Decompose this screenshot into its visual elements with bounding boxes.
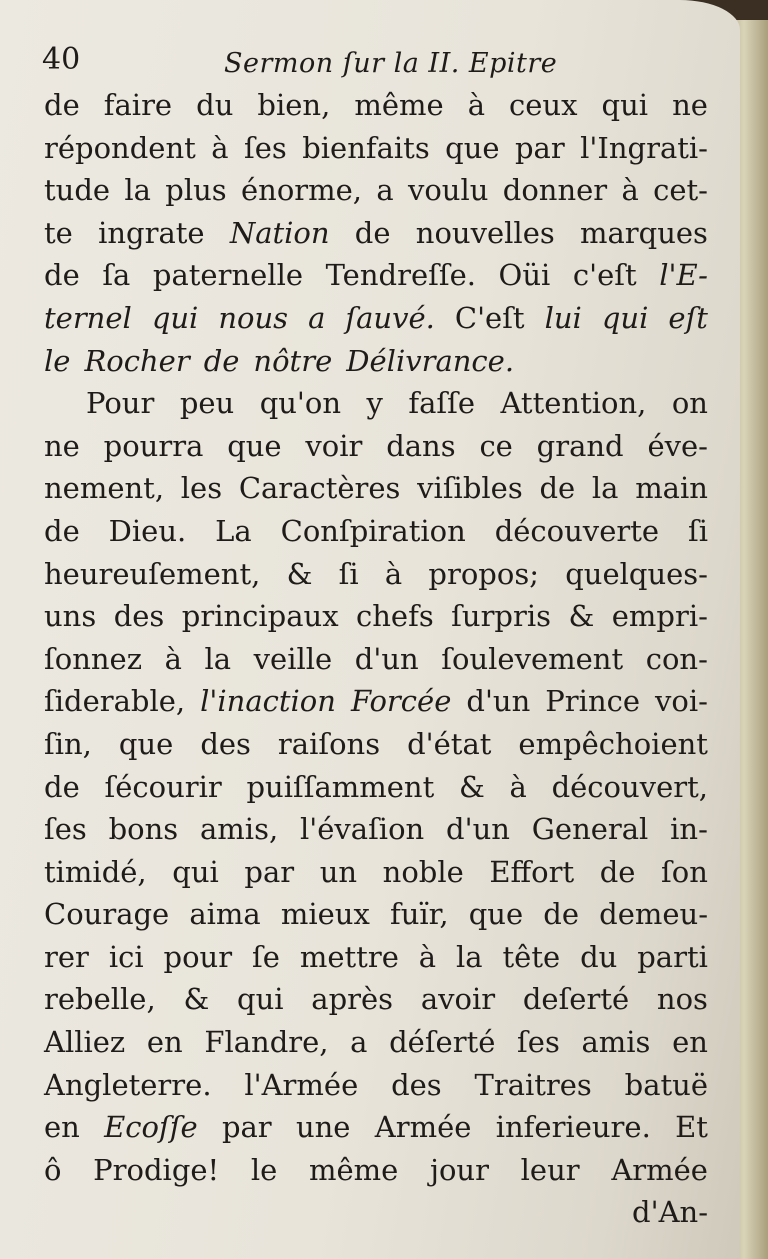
word: amis xyxy=(581,1025,651,1060)
word: aima xyxy=(189,897,261,932)
word: d'un xyxy=(354,641,419,676)
word: ici xyxy=(108,939,144,974)
word: la xyxy=(204,641,232,676)
word: viſibles xyxy=(417,471,523,506)
word: ne xyxy=(672,88,708,122)
word: que xyxy=(118,726,174,761)
text-line xyxy=(44,1021,708,1064)
word: de xyxy=(44,513,80,548)
text-line xyxy=(44,127,708,170)
word: nouvelles xyxy=(415,215,555,250)
text-line xyxy=(44,723,708,766)
word: demeu- xyxy=(599,897,708,932)
text-line xyxy=(44,1064,708,1107)
word: fuïr, xyxy=(389,897,449,932)
word: Dieu. xyxy=(108,513,187,548)
word: propos; xyxy=(428,556,539,591)
text-line xyxy=(44,936,708,979)
word: l'évaſion xyxy=(299,812,425,847)
word: répondent xyxy=(44,130,196,165)
text-line xyxy=(44,978,708,1021)
word: a xyxy=(376,173,394,208)
word: que xyxy=(468,897,524,932)
word: un xyxy=(319,854,358,889)
word: Prodige! xyxy=(93,1152,220,1187)
word: ſin, xyxy=(44,726,92,761)
word: ſa xyxy=(102,258,131,293)
word: l'inaction xyxy=(200,684,336,719)
word: ſoulevement xyxy=(441,641,624,676)
word: grand xyxy=(536,428,624,463)
text-line xyxy=(44,169,708,212)
word: on xyxy=(671,386,708,421)
word: empêchoient xyxy=(518,726,708,761)
word: principaux xyxy=(181,599,339,634)
text-line xyxy=(44,84,708,127)
word: peu xyxy=(179,386,235,421)
word: eſt xyxy=(668,300,708,335)
word: Caractères xyxy=(238,471,401,506)
word: Alliez xyxy=(44,1025,126,1060)
word: faſſe xyxy=(408,386,476,421)
word: deſerté xyxy=(522,982,630,1017)
word: la xyxy=(124,173,151,208)
word: mettre xyxy=(299,939,399,974)
word: d'An- xyxy=(632,1195,708,1230)
word: l'Ingrati- xyxy=(580,130,708,165)
text-line xyxy=(44,467,708,510)
word: ſi xyxy=(338,556,359,591)
text-line xyxy=(44,893,708,936)
text-line xyxy=(44,851,708,894)
word: General xyxy=(531,812,649,847)
sermon-text xyxy=(44,84,708,1234)
word: la xyxy=(591,471,619,506)
word: donner xyxy=(502,173,608,208)
word: Effort xyxy=(489,854,575,889)
word: qui xyxy=(151,300,199,335)
word: en xyxy=(146,1025,183,1060)
word: jour xyxy=(429,1152,489,1187)
word: & xyxy=(183,982,210,1017)
word: Forcée xyxy=(350,684,452,719)
word: con- xyxy=(645,641,708,676)
word: découvert, xyxy=(551,769,708,804)
word: à xyxy=(418,939,437,974)
word: le xyxy=(44,343,71,378)
word: ſes xyxy=(44,812,87,847)
word: bons xyxy=(108,812,179,847)
word: Nation xyxy=(229,215,330,250)
word: ne xyxy=(44,428,80,463)
word: leur xyxy=(520,1152,580,1187)
word: ſiderable, xyxy=(44,684,186,719)
page-number: 40 xyxy=(42,42,81,77)
word: ſi xyxy=(687,513,708,548)
word: de xyxy=(543,897,579,932)
word: nos xyxy=(656,982,708,1017)
word: ceux xyxy=(509,88,578,122)
word: qui xyxy=(172,854,219,889)
word: ce xyxy=(479,428,513,463)
word: des xyxy=(113,599,165,634)
page-header xyxy=(42,40,682,90)
word: ſes xyxy=(243,130,287,165)
word: tête xyxy=(502,939,561,974)
word: ſon xyxy=(661,854,708,889)
word: Pour xyxy=(86,386,155,421)
word: Tendreſſe. xyxy=(325,258,476,293)
text-line xyxy=(44,510,708,553)
word: ternel xyxy=(44,300,132,335)
word: ſonnez xyxy=(44,641,142,676)
word: que xyxy=(227,428,282,463)
word: la xyxy=(456,939,483,974)
word: veille xyxy=(253,641,333,676)
catchword xyxy=(44,1191,708,1234)
word: tude xyxy=(44,173,111,208)
text-line xyxy=(44,340,708,383)
word: Délivrance. xyxy=(346,343,515,378)
word: a xyxy=(350,1025,368,1060)
word: c'eſt xyxy=(572,258,637,293)
word: parti xyxy=(637,939,708,974)
text-line xyxy=(44,382,708,425)
word: de xyxy=(599,854,636,889)
word: puiſſamment xyxy=(246,769,435,804)
word: énorme, xyxy=(240,173,363,208)
word: d'un xyxy=(446,812,510,847)
word: ſauvé. xyxy=(345,300,435,335)
text-line xyxy=(44,297,708,340)
word: Ecoſſe xyxy=(104,1110,198,1145)
word: Rocher xyxy=(84,343,190,378)
text-line xyxy=(44,1149,708,1192)
text-line xyxy=(44,1106,708,1149)
word: l'Armée xyxy=(244,1067,359,1102)
text-line xyxy=(44,766,708,809)
word: à xyxy=(621,173,639,208)
word: qui xyxy=(237,982,284,1017)
word: du xyxy=(196,88,234,122)
word: d'état xyxy=(407,726,492,761)
word: à xyxy=(467,88,485,122)
word: rer xyxy=(44,939,89,974)
word: Oüi xyxy=(498,258,551,293)
word: de xyxy=(539,471,576,506)
word: déſerté xyxy=(389,1025,496,1060)
word: lui xyxy=(544,300,582,335)
word: Armée xyxy=(374,1110,472,1145)
word: ſes xyxy=(517,1025,560,1060)
word: chefs xyxy=(356,599,434,634)
word: de xyxy=(44,769,80,804)
text-line xyxy=(44,638,708,681)
word: à xyxy=(509,769,527,804)
word: amis, xyxy=(200,812,279,847)
word: pour xyxy=(163,939,233,974)
word: voir xyxy=(305,428,363,463)
word: La xyxy=(215,513,252,548)
word: rebelle, xyxy=(44,982,156,1017)
running-title: Sermon ſur la II. Epitre xyxy=(224,48,558,79)
word: Courage xyxy=(44,897,170,932)
word: timidé, xyxy=(44,854,147,889)
text-line xyxy=(44,808,708,851)
word: heureuſement, xyxy=(44,556,261,591)
word: à xyxy=(384,556,403,591)
word: par xyxy=(514,130,565,165)
word: les xyxy=(180,471,223,506)
word: & xyxy=(568,599,595,634)
word: te xyxy=(44,215,73,250)
word: in- xyxy=(670,812,708,847)
word: batuë xyxy=(624,1067,708,1102)
word: marques xyxy=(580,215,708,250)
word: bienfaits xyxy=(302,130,430,165)
word: qui xyxy=(601,88,649,122)
word: de xyxy=(44,258,80,293)
word: l'E- xyxy=(659,258,708,293)
word: nous xyxy=(218,300,289,335)
word: à xyxy=(164,641,182,676)
word: bien, xyxy=(257,88,331,122)
word: qui xyxy=(601,300,649,335)
word: pourra xyxy=(103,428,204,463)
word: & xyxy=(458,769,485,804)
word: Armée xyxy=(611,1152,708,1187)
word: que xyxy=(445,130,500,165)
word: voulu xyxy=(407,173,489,208)
word: ſurpris xyxy=(451,599,552,634)
word: quelques- xyxy=(565,556,708,591)
word: par xyxy=(244,854,295,889)
word: cet- xyxy=(653,173,708,208)
word: Et xyxy=(675,1110,708,1145)
word: faire xyxy=(103,88,173,122)
word: ô xyxy=(44,1152,62,1187)
text-line xyxy=(44,425,708,468)
word: nement, xyxy=(44,471,165,506)
word: Traitres xyxy=(474,1067,592,1102)
word: nôtre xyxy=(253,343,333,378)
word: en xyxy=(44,1110,80,1145)
word: noble xyxy=(382,854,464,889)
word: main xyxy=(635,471,708,506)
text-line xyxy=(44,595,708,638)
word: ingrate xyxy=(98,215,205,250)
word: éve- xyxy=(647,428,708,463)
word: dans xyxy=(386,428,456,463)
word: même xyxy=(308,1152,399,1187)
word: & xyxy=(286,556,313,591)
word: uns xyxy=(44,599,97,634)
word: le xyxy=(250,1152,278,1187)
word: avoir xyxy=(420,982,496,1017)
word: Conſpiration xyxy=(280,513,466,548)
word: de xyxy=(203,343,240,378)
word: des xyxy=(200,726,251,761)
word: de xyxy=(354,215,391,250)
word: voi- xyxy=(655,684,708,719)
word: Flandre, xyxy=(204,1025,329,1060)
word: d'un xyxy=(466,684,531,719)
word: des xyxy=(391,1067,442,1102)
word: Prince xyxy=(545,684,641,719)
word: par xyxy=(221,1110,272,1145)
word: qu'on xyxy=(259,386,342,421)
word: découverte xyxy=(494,513,660,548)
word: raiſons xyxy=(277,726,381,761)
word: une xyxy=(295,1110,351,1145)
text-line xyxy=(44,680,708,723)
text-line xyxy=(44,553,708,596)
word: en xyxy=(672,1025,708,1060)
word: même xyxy=(354,88,444,122)
word: y xyxy=(366,386,383,421)
word: du xyxy=(580,939,618,974)
word: paternelle xyxy=(152,258,304,293)
word: Angleterre. xyxy=(44,1067,212,1102)
word: Attention, xyxy=(500,386,647,421)
word: mieux xyxy=(280,897,370,932)
word: C'eſt xyxy=(454,300,525,335)
text-line xyxy=(44,254,708,297)
word: de xyxy=(44,88,80,122)
word: après xyxy=(311,982,394,1017)
text-line xyxy=(44,212,708,255)
word: plus xyxy=(165,173,227,208)
word: inferieure. xyxy=(495,1110,651,1145)
word: ſe xyxy=(252,939,280,974)
word: empri- xyxy=(611,599,708,634)
word: a xyxy=(308,300,326,335)
word: ſécourir xyxy=(104,769,222,804)
word: à xyxy=(211,130,229,165)
